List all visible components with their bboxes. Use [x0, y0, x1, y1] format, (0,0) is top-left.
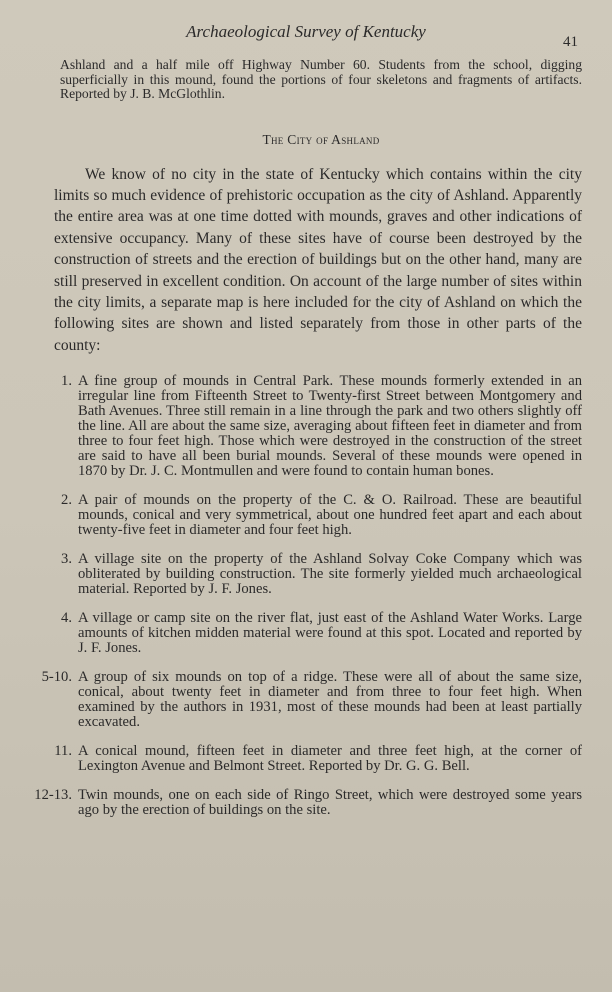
site-description: A group of six mounds on top of a ridge. These were all of about the same size, conical, about twenty feet in diameter and from three to four feet high. When examined by the authors in 1931, most of these mounds had been at least partially excavated.	[78, 669, 582, 731]
site-item	[60, 611, 582, 656]
site-description: A village or camp site on the river flat, just east of the Ashland Water Works. Large amounts of kitchen midden material were found at this spot. Located and reported by J. F. Jones.	[78, 610, 582, 657]
site-item	[41, 669, 582, 731]
site-number: 5-10.	[41, 669, 72, 686]
section-title: The City of Ashland	[262, 131, 380, 147]
site-description: A pair of mounds on the property of the C. & O. Railroad. These are beautiful mounds, conical and very symmetrical, about one hundred feet apart and each about twenty-five feet in diameter and four feet high.	[78, 492, 582, 539]
site-number: 4.	[61, 610, 72, 627]
page-content	[34, 57, 582, 832]
site-number: 2.	[61, 492, 72, 509]
site-item	[60, 493, 582, 538]
site-item	[60, 552, 582, 597]
site-item	[54, 743, 582, 775]
site-number: 12-13.	[34, 787, 72, 804]
site-number: 3.	[61, 551, 72, 568]
site-list	[34, 373, 582, 819]
site-description: Twin mounds, one on each side of Ringo Street, which were destroyed some years ago by the erection of buildings on the site.	[78, 787, 582, 819]
site-item	[34, 787, 582, 819]
site-number: 11.	[54, 743, 72, 760]
carry-over-paragraph: Ashland and a half mile off Highway Number 60. Students from the school, digging superficially in this mound, found the portions of four skeletons and fragments of artifacts. Reported by J. B. McGlothlin.	[60, 57, 582, 101]
running-head: Archaeological Survey of Kentucky	[186, 22, 426, 41]
site-number: 1.	[61, 373, 72, 390]
site-description: A fine group of mounds in Central Park. These mounds formerly extended in an irregular line from Fifteenth Street to Twenty-first Street between Montgomery and Bath Avenues. Three still remain in a line through the park and two others slightly off the line. All are about the same size, averaging about fifteen feet in diameter and from three to four feet high. Those which were destroyed in the construction of the street are said to have all been burial mounds. Several of these mounds were opened in 1870 by Dr. J. C. Montmullen and were found to contain human bones.	[78, 373, 582, 480]
site-item	[60, 374, 582, 479]
site-description: A village site on the property of the Ashland Solvay Coke Company which was obliterated by building construction. The site formerly yielded much archaeological material. Reported by J. F. Jones.	[78, 551, 582, 598]
site-description: A conical mound, fifteen feet in diameter and three feet high, at the corner of Lexington Avenue and Belmont Street. Reported by Dr. G. G. Bell.	[78, 743, 582, 775]
intro-paragraph: We know of no city in the state of Kentucky which contains within the city limits so much evidence of prehistoric occupation as the city of Ashland. Apparently the entire area was at one time dotted with mounds, graves and other indications of extensive occupancy. Many of these sites have of course been destroyed by the construction of streets and the erection of buildings but on the other hand, many are still preserved in excellent condition. On account of the large number of sites within the city limits, a separate map is here included for the city of Ashland on which the following sites are shown and listed separately from those in other parts of the county:	[54, 165, 582, 354]
page-number: 41	[563, 34, 578, 50]
